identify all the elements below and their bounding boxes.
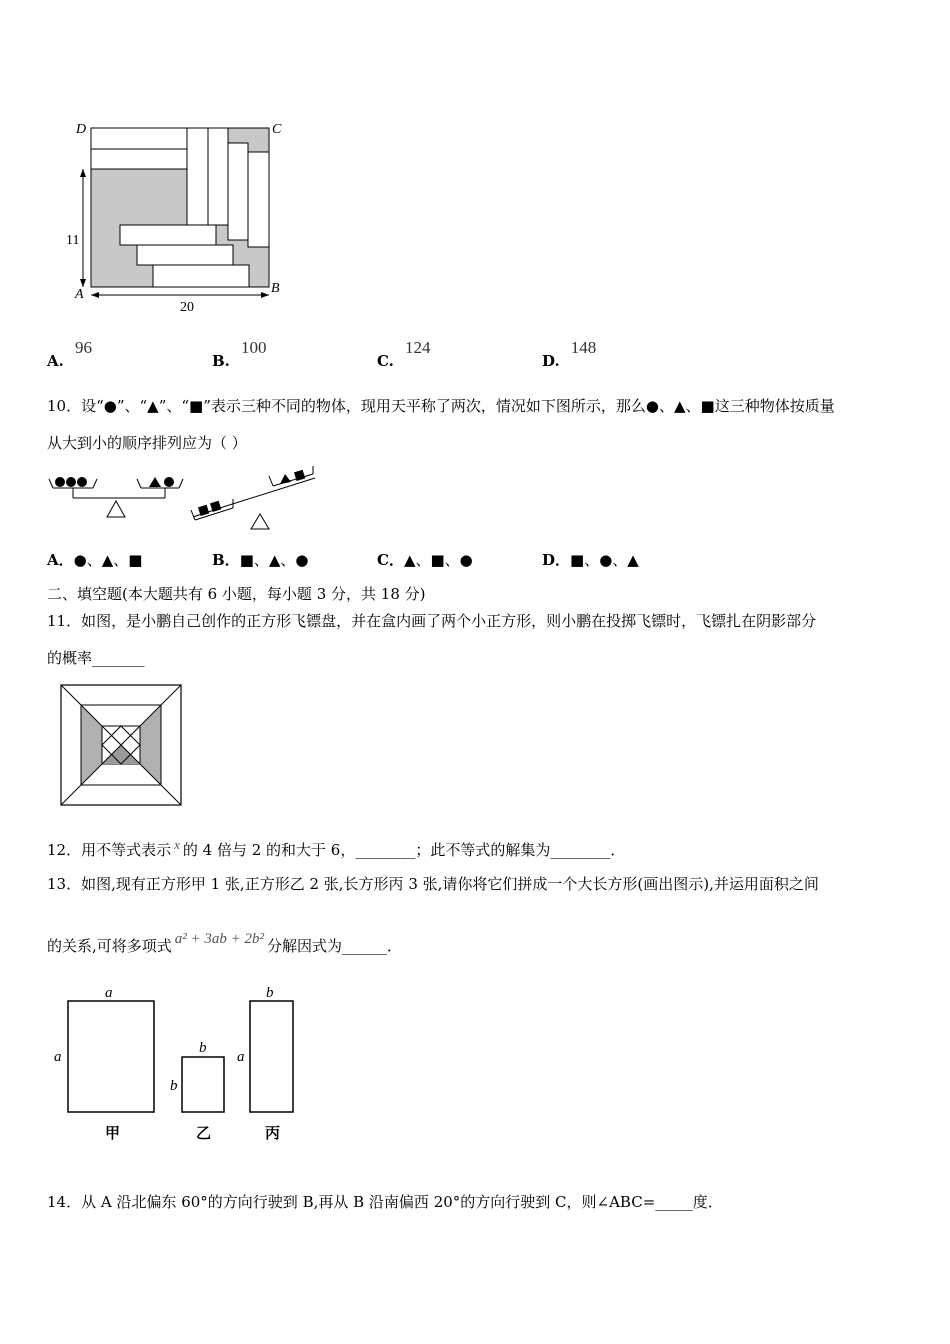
bing-top-label: b [266, 985, 274, 1001]
q12-part2: 的 4 倍与 2 的和大于 6，________；此不等式的解集为________． [182, 841, 626, 859]
q9-option-d[interactable] [542, 338, 597, 370]
yi-side-label: b [170, 1078, 178, 1094]
q14-text: 14．从 A 沿北偏东 60°的方向行驶到 B,再从 B 沿南偏西 20°的方向行驶到 C，则∠ABC=_____度． [47, 1193, 723, 1211]
balance-scale-1 [49, 477, 183, 517]
label-c: C [272, 122, 282, 137]
q10-option-d[interactable] [542, 550, 639, 570]
yi-top-label: b [199, 1040, 207, 1056]
width-label: 20 [180, 300, 194, 315]
option-value: 96 [74, 338, 92, 357]
q13-line2-after: 分解因式为______． [267, 937, 403, 955]
option-letter: B． [212, 551, 240, 569]
q13-text-line1: 13．如图,现有正方形甲 1 张,正方形乙 2 张,长方形丙 3 张,请你将它们拼成一个大长方形(画出图示),并运用面积之间 [47, 875, 819, 893]
dartboard-figure [58, 682, 184, 808]
square-yi [182, 1057, 224, 1112]
q11-text-line2: 的概率_______ [47, 649, 145, 667]
q13-polynomial: a² + 3ab + 2b² [174, 931, 265, 947]
option-letter: D． [542, 551, 571, 569]
option-value: 100 [241, 338, 267, 357]
option-letter: A. [47, 352, 64, 370]
option-value: 124 [405, 338, 431, 357]
option-value: 148 [570, 338, 597, 357]
balance-scale-2 [191, 466, 315, 529]
jia-top-label: a [105, 985, 113, 1001]
jia-side-label: a [54, 1049, 62, 1065]
q9-option-c[interactable] [377, 338, 431, 370]
option-value: ●、▲、■ [73, 551, 143, 569]
q9-option-a[interactable] [47, 338, 92, 370]
q12-variable: x [174, 837, 180, 852]
q12-text [47, 837, 626, 861]
q10-text-line1: 10．设“●”、“▲”、“■”表示三种不同的物体，现用天平称了两次，情况如下图所示，那么●、▲、■这三种物体按质量 [47, 397, 835, 415]
q12-part1: 12．用不等式表示 [47, 841, 172, 859]
height-label: 11 [66, 233, 80, 248]
option-value: ■、●、▲ [570, 551, 639, 569]
option-value: ▲、■、● [403, 551, 473, 569]
option-letter: D. [542, 352, 560, 370]
bing-name: 丙 [265, 1126, 281, 1142]
q9-option-b[interactable] [212, 338, 267, 370]
q13-shapes-figure [50, 980, 310, 1150]
square-jia [68, 1001, 154, 1112]
q10-option-a[interactable] [47, 550, 142, 570]
q13-line2-before: 的关系,可将多项式 [47, 937, 172, 955]
label-d: D [76, 122, 87, 137]
q10-option-c[interactable] [377, 550, 473, 570]
option-value: ■、▲、● [239, 551, 309, 569]
section-heading: 二、填空题(本大题共有 6 小题，每小题 3 分，共 18 分) [47, 585, 426, 603]
q13-text-line2 [47, 931, 403, 957]
balance-scales-figure [45, 462, 335, 537]
option-letter: A． [47, 551, 74, 569]
jia-name: 甲 [105, 1126, 121, 1142]
q10-text-line2: 从大到小的顺序排列应为（ ） [47, 434, 247, 452]
option-letter: C． [377, 551, 404, 569]
label-b: B [271, 281, 280, 296]
q10-option-b[interactable] [212, 550, 308, 570]
q9-rectangle-figure [60, 115, 300, 320]
q11-text-line1: 11．如图，是小鹏自己创作的正方形飞镖盘，并在盒内画了两个小正方形，则小鹏在投掷飞镖时，飞镖扎在阴影部分 [47, 612, 817, 630]
yi-name: 乙 [196, 1126, 212, 1142]
option-letter: C. [377, 352, 394, 370]
bing-side-label: a [237, 1049, 245, 1065]
rectangle-bing [250, 1001, 293, 1112]
option-letter: B. [212, 352, 230, 370]
label-a: A [75, 287, 84, 302]
